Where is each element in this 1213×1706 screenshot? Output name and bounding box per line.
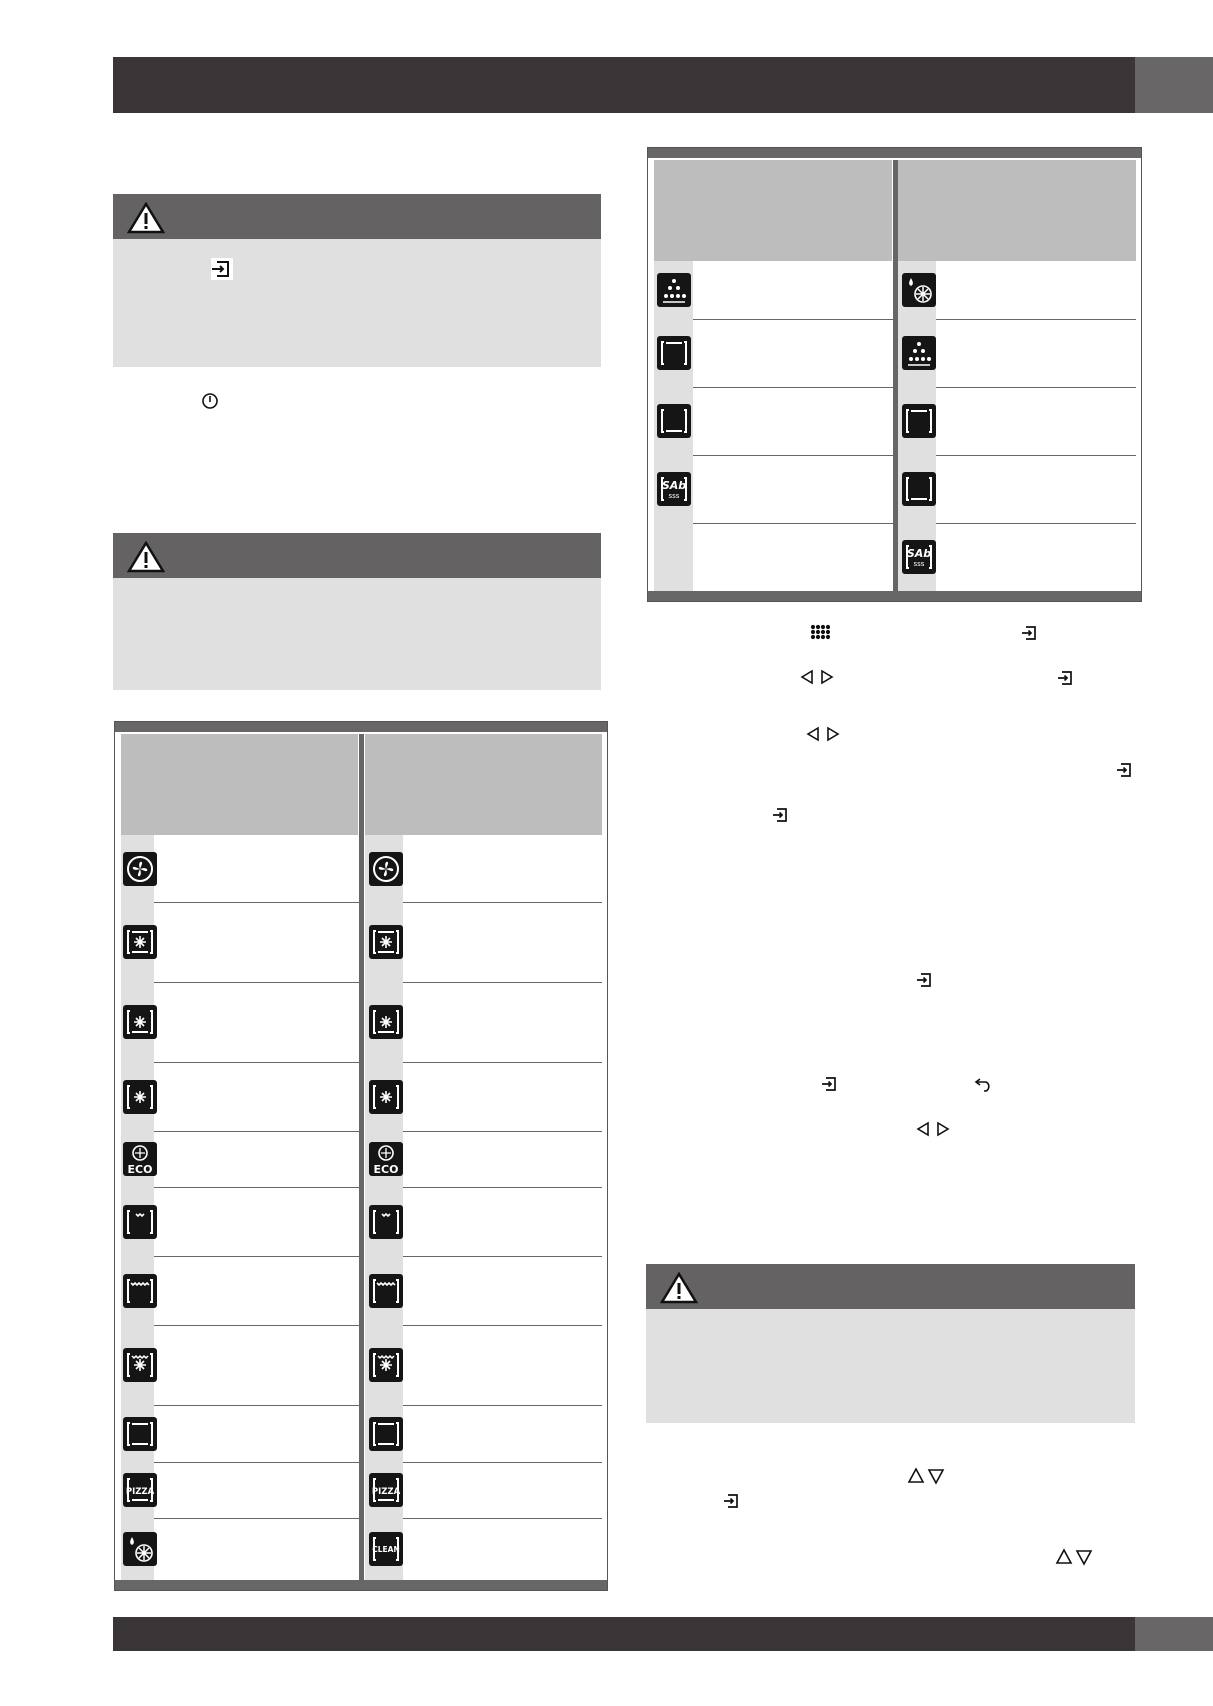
defrost-icon xyxy=(123,1532,157,1566)
fan-icon xyxy=(123,852,157,886)
svg-text:SAb: SAb xyxy=(661,479,687,492)
small-grill-icon xyxy=(123,1205,157,1239)
up-down-arrows-icon xyxy=(1055,1548,1093,1571)
svg-text:ECO: ECO xyxy=(373,1163,399,1176)
row-divider xyxy=(403,982,602,983)
defrost-icon xyxy=(902,273,936,307)
row-divider xyxy=(936,319,1136,320)
row-divider xyxy=(936,455,1136,456)
header-bar xyxy=(113,57,1135,113)
warning-box-1-header xyxy=(113,194,601,239)
footer-bar xyxy=(113,1617,1135,1651)
sabbath-icon xyxy=(657,472,691,506)
table-top-bar xyxy=(648,148,1141,158)
row-divider xyxy=(154,982,359,983)
eco-icon xyxy=(123,1142,157,1176)
table-header-left-col xyxy=(121,734,358,835)
table-top-bar xyxy=(115,722,607,732)
row-divider xyxy=(936,523,1136,524)
grill-fan-icon xyxy=(369,1348,403,1382)
steam-icon xyxy=(657,273,691,307)
sabbath-icon xyxy=(902,540,936,574)
grill-fan-icon xyxy=(123,1348,157,1382)
table-column-divider xyxy=(359,734,364,1580)
bottom-heat-icon xyxy=(902,472,936,506)
row-divider xyxy=(154,1062,359,1063)
row-divider xyxy=(154,1518,359,1519)
steam-icon xyxy=(902,336,936,370)
warning-triangle-icon xyxy=(127,541,165,573)
enter-icon xyxy=(1116,761,1134,784)
fan-top-bottom-heat-icon xyxy=(123,925,157,959)
svg-text:sss: sss xyxy=(668,492,680,500)
row-divider xyxy=(693,455,893,456)
full-grill-icon xyxy=(123,1274,157,1308)
function-table-right xyxy=(647,147,1142,602)
eco-icon xyxy=(369,1142,403,1176)
menu-grid-icon xyxy=(810,622,830,647)
small-grill-icon xyxy=(369,1205,403,1239)
row-divider xyxy=(693,319,893,320)
row-divider xyxy=(403,1405,602,1406)
pizza-icon xyxy=(369,1473,403,1507)
fan-bottom-heat-icon xyxy=(369,1005,403,1039)
up-down-arrows-icon xyxy=(907,1467,945,1490)
fan-top-bottom-heat-icon xyxy=(369,925,403,959)
fan-bottom-heat-icon xyxy=(123,1005,157,1039)
row-divider xyxy=(403,1462,602,1463)
warning-box-1-body xyxy=(113,239,601,367)
table-bottom-bar xyxy=(648,591,1141,601)
left-right-arrows-icon xyxy=(800,668,834,691)
table-header-left-col xyxy=(654,160,892,261)
svg-text:CLEAN: CLEAN xyxy=(372,1545,400,1554)
enter-icon xyxy=(772,806,790,829)
full-grill-icon xyxy=(369,1274,403,1308)
svg-text:sss: sss xyxy=(913,560,925,568)
left-right-arrows-icon xyxy=(806,725,840,748)
top-heat-icon xyxy=(902,404,936,438)
fan-ring-heat-icon xyxy=(123,1080,157,1114)
row-divider xyxy=(154,1405,359,1406)
row-divider xyxy=(693,523,893,524)
svg-text:SAb: SAb xyxy=(906,547,932,560)
row-divider xyxy=(403,1256,602,1257)
enter-icon xyxy=(916,971,934,994)
table-header-right-col xyxy=(365,734,602,835)
warning-box-3-header xyxy=(646,1264,1135,1309)
enter-icon xyxy=(821,1075,839,1098)
svg-text:ECO: ECO xyxy=(127,1163,153,1176)
fan-icon xyxy=(369,852,403,886)
row-divider xyxy=(693,387,893,388)
left-right-arrows-icon xyxy=(916,1120,950,1143)
warning-triangle-icon xyxy=(660,1272,698,1304)
row-divider xyxy=(154,1187,359,1188)
back-arrow-icon xyxy=(974,1075,994,1098)
svg-text:PIZZA: PIZZA xyxy=(371,1487,401,1497)
row-divider xyxy=(154,1256,359,1257)
warning-box-3-body xyxy=(646,1309,1135,1423)
row-divider xyxy=(403,1187,602,1188)
warning-triangle-icon xyxy=(127,202,165,234)
header-page-tab xyxy=(1135,57,1213,113)
row-divider xyxy=(154,1131,359,1132)
row-divider xyxy=(154,1325,359,1326)
table-header-right-col xyxy=(898,160,1136,261)
top-bottom-heat-icon xyxy=(123,1417,157,1451)
row-divider xyxy=(154,902,359,903)
fan-ring-heat-icon xyxy=(369,1080,403,1114)
row-divider xyxy=(403,1131,602,1132)
footer-page-tab xyxy=(1135,1617,1213,1651)
pizza-icon xyxy=(123,1473,157,1507)
bottom-heat-icon xyxy=(657,404,691,438)
row-divider xyxy=(403,1325,602,1326)
function-table-left xyxy=(114,721,608,1591)
svg-text:PIZZA: PIZZA xyxy=(125,1487,155,1497)
row-divider xyxy=(403,1062,602,1063)
row-divider xyxy=(154,1462,359,1463)
top-heat-icon xyxy=(657,336,691,370)
row-divider xyxy=(936,387,1136,388)
top-bottom-heat-icon xyxy=(369,1417,403,1451)
row-divider xyxy=(403,902,602,903)
power-icon xyxy=(201,392,219,410)
enter-icon xyxy=(211,258,233,280)
enter-icon xyxy=(1021,624,1039,647)
warning-box-2-body xyxy=(113,578,601,690)
clean-icon xyxy=(369,1532,403,1566)
row-divider xyxy=(403,1518,602,1519)
warning-box-2-header xyxy=(113,533,601,578)
table-bottom-bar xyxy=(115,1580,607,1590)
enter-icon xyxy=(723,1492,741,1515)
enter-icon xyxy=(1057,669,1075,692)
